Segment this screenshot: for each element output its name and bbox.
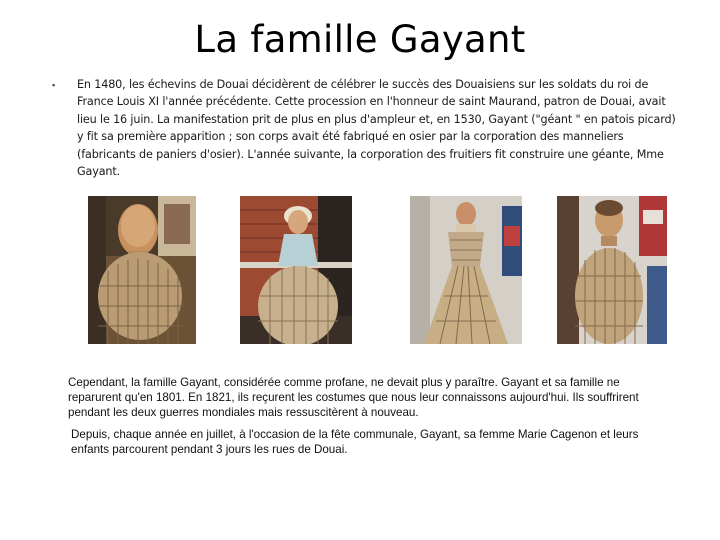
bullet-marker: ▪ <box>52 80 56 90</box>
paragraph-today: Depuis, chaque année en juillet, à l'occasion de la fête communale, Gayant, sa femme Marie Cagenon et leurs enfants parcourent pendant 3 jours les rues de Douai. <box>71 428 639 456</box>
paragraph-history: Cependant, la famille Gayant, considérée comme profane, ne devait plus y paraître. Gayant et sa famille ne reparurent qu'en 1801. En 1821, ils reçurent les costumes que nous leur connaissons aujourd'hui. Ils souffrirent pendant les deux guerres mondiales mais ressuscitèrent à nouveau. <box>68 376 639 419</box>
photo-giant-brick-hall <box>240 196 352 344</box>
photo-giant-wicker-skirt <box>410 196 522 344</box>
photo-giant-wicker-bust <box>88 196 196 344</box>
slide-title: La famille Gayant <box>194 18 526 61</box>
intro-paragraph: En 1480, les échevins de Douai décidèrent de célébrer le succès des Douaisiens sur les soldats du roi de France Louis XI l'année précédente. Cette procession en l'honneur de saint Maurand, patron de Douai, avait lieu le 16 juin. La manifestation prit de plus en plus d'ampleur et, en 1530, Gayant ("géant " en patois picard) y fit sa première apparition ; son corps avait été fabriqué en osier par la corporation des manneliers (fabricants de paniers d'osier). L'année suivante, la corporation des fruitiers fit construire une géante, Mme Gayant. <box>77 78 676 179</box>
photo-giant-wicker-torso <box>557 196 667 344</box>
